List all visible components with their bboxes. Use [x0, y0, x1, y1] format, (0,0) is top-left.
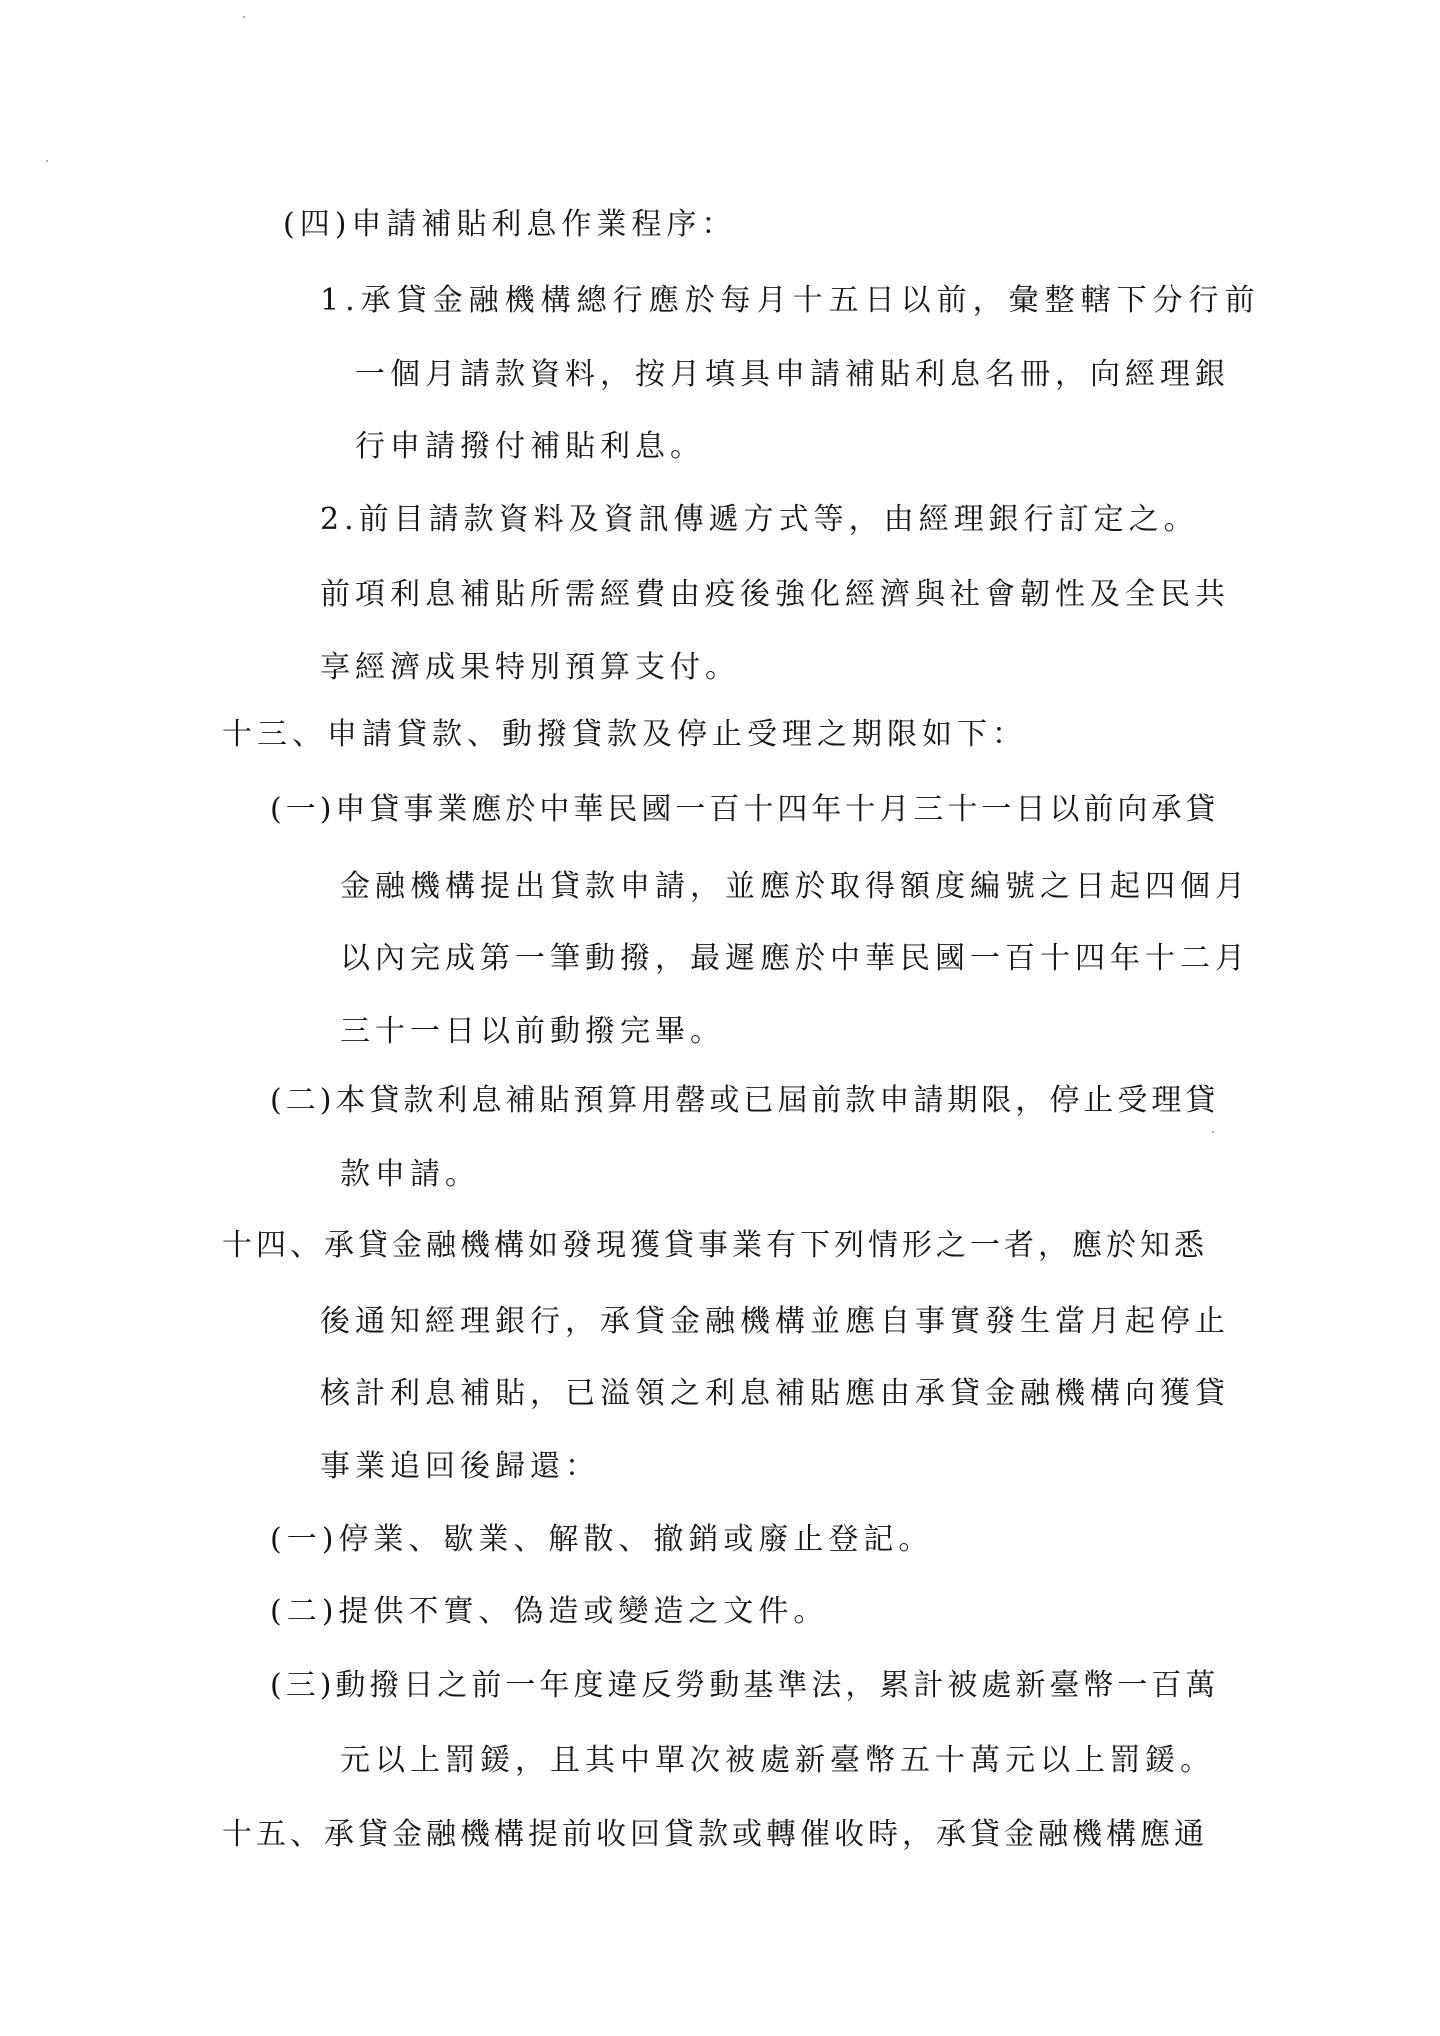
- section-14-cont: 事業追回後歸還：: [320, 1449, 600, 1484]
- section-13-item-1-cont: 金融機構提出貸款申請，並應於取得額度編號之日起四個月: [340, 869, 1250, 904]
- section-13-item-1-cont: 以內完成第一筆動撥，最遲應於中華民國一百十四年十二月: [340, 941, 1250, 976]
- section-14-item-1: (一)停業、歇業、解散、撤銷或廢止登記。: [270, 1522, 934, 1557]
- section-15-heading: 十五、承貸金融機構提前收回貸款或轉催收時，承貸金融機構應通: [222, 1817, 1208, 1852]
- section-14-cont: 後通知經理銀行，承貸金融機構並應自事實發生當月起停止: [320, 1304, 1230, 1339]
- section-13-item-2: (二)本貸款利息補貼預算用罄或已屆前款申請期限，停止受理貸: [270, 1083, 1220, 1118]
- paragraph: 前項利息補貼所需經費由疫後強化經濟與社會韌性及全民共: [320, 577, 1230, 612]
- list-item-1: 1.承貸金融機構總行應於每月十五日以前，彙整轄下分行前: [320, 283, 1261, 318]
- section-14-item-3: (三)動撥日之前一年度違反勞動基準法，累計被處新臺幣一百萬: [270, 1668, 1220, 1703]
- section-13-item-1-cont: 三十一日以前動撥完畢。: [340, 1014, 725, 1049]
- list-item-1-cont: 一個月請款資料，按月填具申請補貼利息名冊，向經理銀: [355, 357, 1230, 392]
- scan-speck: [243, 16, 245, 18]
- scan-speck: [46, 160, 48, 162]
- subsection-heading: (四)申請補貼利息作業程序：: [283, 207, 737, 242]
- section-14-heading: 十四、承貸金融機構如發現獲貸事業有下列情形之一者，應於知悉: [222, 1228, 1208, 1263]
- section-13-heading: 十三、申請貸款、動撥貸款及停止受理之期限如下：: [222, 717, 1027, 752]
- paragraph-cont: 享經濟成果特別預算支付。: [320, 650, 740, 685]
- list-item-1-cont: 行申請撥付補貼利息。: [355, 429, 705, 464]
- section-14-item-2: (二)提供不實、偽造或變造之文件。: [270, 1594, 829, 1629]
- scan-speck: [1212, 1131, 1214, 1133]
- section-13-item-1: (一)申貸事業應於中華民國一百十四年十月三十一日以前向承貸: [270, 792, 1220, 827]
- section-13-item-2-cont: 款申請。: [340, 1157, 480, 1192]
- section-14-cont: 核計利息補貼，已溢領之利息補貼應由承貸金融機構向獲貸: [320, 1376, 1230, 1411]
- section-14-item-3-cont: 元以上罰鍰，且其中單次被處新臺幣五十萬元以上罰鍰。: [340, 1743, 1215, 1778]
- list-item-2: 2.前目請款資料及資訊傳遞方式等，由經理銀行訂定之。: [320, 502, 1199, 537]
